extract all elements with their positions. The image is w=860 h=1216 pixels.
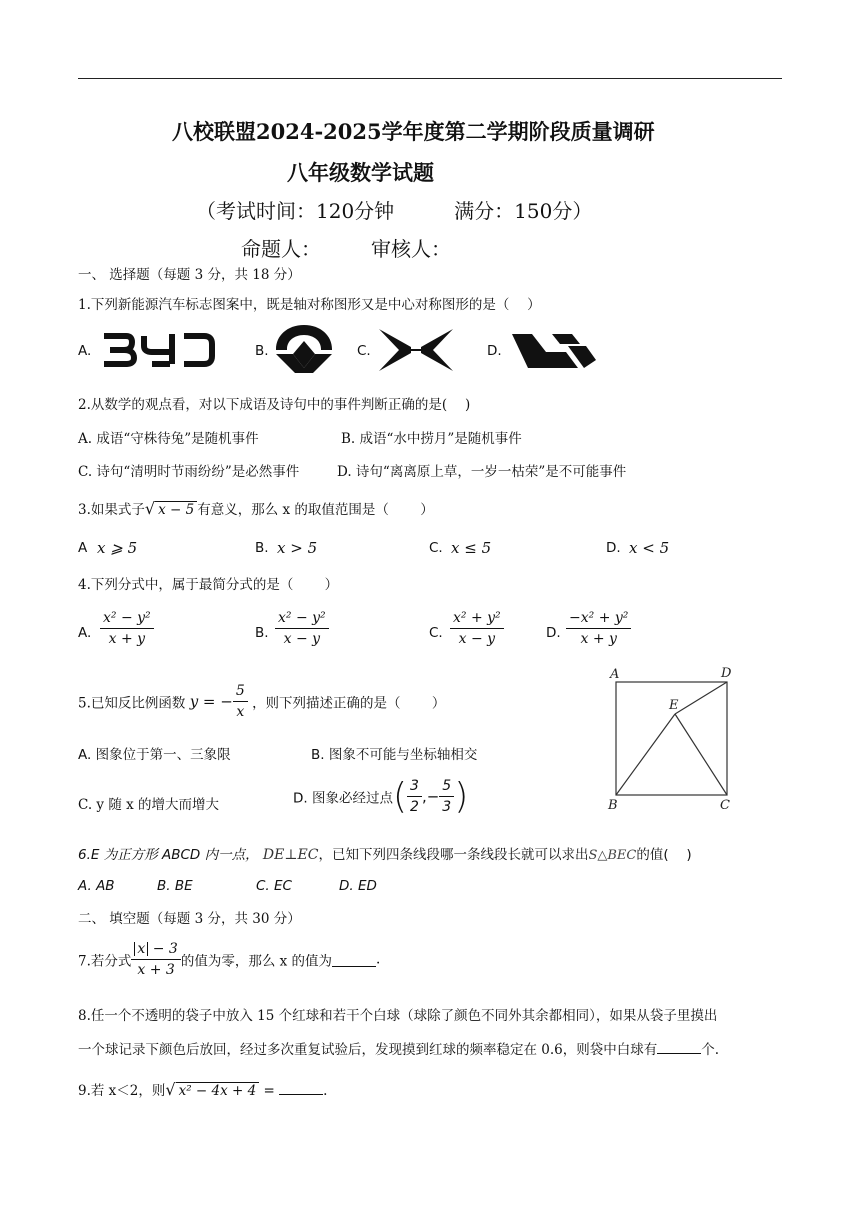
q9-radical-sign: √: [165, 1080, 176, 1099]
q4-fraction-b: [275, 610, 329, 647]
q5-point-y-den: 3: [442, 799, 452, 815]
q8-answer-blank[interactable]: [657, 1039, 701, 1054]
q9-eq: =: [259, 1083, 280, 1099]
q2-stem: 2.从数学的观点看，对以下成语及诗句中的事件判断正确的是( ): [78, 397, 471, 413]
q3-stem-pre: 3.如果式子: [78, 502, 145, 518]
q6-stem: [78, 843, 692, 863]
q5-point-y-num: 5: [439, 778, 454, 797]
q9-pre: 9.若 x＜2，则: [78, 1083, 166, 1099]
q6-option-c: C. EC: [256, 878, 292, 894]
q4-label-d: D.: [546, 625, 561, 641]
exam-subtitle: 八年级数学试题: [287, 160, 434, 185]
q5-point-x-den: 2: [410, 799, 419, 815]
section2-heading: 二、 填空题（每题 3 分，共 30 分）: [78, 911, 301, 927]
q4-label-a: A.: [78, 625, 92, 641]
q1-label-a: A.: [78, 343, 92, 359]
q5-option-d-pre: D. 图象必经过点: [293, 790, 393, 807]
q3-expr-b: x > 5: [277, 539, 318, 557]
q9-radicand: x² − 4x + 4: [176, 1082, 260, 1099]
q4-fraction-d: [566, 610, 631, 647]
q5-stem: [78, 683, 445, 720]
lixiang-logo-icon: [508, 332, 598, 370]
q3-expr-a: x ⩾ 5: [97, 539, 138, 557]
q3-expr-c: x ≤ 5: [451, 539, 492, 557]
q5-option-a: A. 图象位于第一、三象限: [78, 747, 231, 763]
q8-line1: 8.任一个不透明的袋子中放入 15 个红球和若干个白球（球除了颜色不同外其余都相同），如果从袋子里摸出: [78, 1008, 718, 1024]
q7-denominator: x + 3: [137, 962, 175, 978]
q1-label-b: B.: [255, 343, 269, 359]
q4-num-a: x² − y²: [100, 610, 154, 629]
segment-ec: [675, 714, 727, 795]
q7-fraction: [131, 941, 180, 978]
q4-label-b: B.: [255, 625, 269, 641]
q5-option-c: C. y 随 x 的增大而增大: [78, 797, 220, 813]
top-rule: [78, 78, 782, 79]
q4-stem: 4.下列分式中，属于最简分式的是（ ）: [78, 577, 339, 593]
q2-option-b: B. 成语“水中捞月”是随机事件: [341, 431, 522, 447]
q5-point-x: [407, 778, 422, 815]
segment-ed: [675, 682, 727, 714]
exam-title: 八校联盟2024-2025学年度第二学期阶段质量调研: [172, 119, 655, 144]
vertex-c-label: C: [720, 798, 730, 813]
q5-paren-left: (: [392, 776, 408, 817]
q4-fraction-c: [450, 610, 504, 647]
q2-option-d: D. 诗句“离离原上草，一岁一枯荣”是不可能事件: [337, 464, 627, 480]
q1-label-c: C.: [357, 343, 371, 359]
q1-stem: 1.下列新能源汽车标志图案中，既是轴对称图形又是中心对称图形的是（ ）: [78, 297, 541, 313]
q5-stem-pre: 5.已知反比例函数: [78, 695, 186, 712]
q7-answer-blank[interactable]: [332, 952, 376, 967]
q7-num-rest: − 3: [148, 941, 178, 957]
q5-paren-right: ): [454, 776, 469, 817]
q5-stem-post: ，则下列描述正确的是（ ）: [252, 695, 446, 712]
q4-den-c: x − y: [458, 631, 496, 647]
q6-option-a: A. AB: [78, 878, 115, 894]
q9-stem: [78, 1079, 327, 1099]
q9-answer-blank[interactable]: [279, 1080, 323, 1095]
vertex-a-label: A: [610, 667, 620, 682]
q1-label-d: D.: [487, 343, 502, 359]
q6-option-d: D. ED: [339, 878, 377, 894]
q8-line2-text: 一个球记录下颜色后放回，经过多次重复试验后，发现摸到红球的频率稳定在 0.6，则袋中白球有: [78, 1042, 658, 1058]
q3-radical-sign: √: [144, 499, 156, 518]
q2-option-a: A. 成语“守株待兔”是随机事件: [78, 431, 259, 447]
q5-option-d: [293, 776, 468, 817]
q5-point-y: [439, 778, 454, 815]
q4-label-c: C.: [429, 625, 443, 641]
q3-label-b: B.: [255, 540, 269, 556]
segment-be: [616, 714, 675, 795]
q4-fraction-a: [100, 610, 154, 647]
q3-stem: [78, 498, 434, 518]
q8-end: 个.: [701, 1042, 720, 1058]
q5-func-den: x: [236, 704, 245, 720]
q6-stem-pre: 6.E 为正方形 ABCD 内一点，: [78, 847, 259, 863]
q5-option-b: B. 图象不可能与坐标轴相交: [311, 747, 478, 763]
vertex-e-label: E: [669, 698, 679, 713]
square-figure: [604, 664, 740, 814]
q7-abs-x: x: [134, 942, 148, 956]
q7-post: 的值为零，那么 x 的值为: [180, 953, 333, 970]
q5-point-sep: ,−: [421, 787, 440, 806]
nio-logo-icon: [273, 323, 335, 375]
q5-func-lhs: y = −: [189, 692, 233, 711]
q5-func-num: 5: [233, 683, 248, 702]
byd-logo-icon: [100, 330, 218, 370]
q6-stem-post: 的值( ): [636, 847, 692, 863]
q7-stem: [78, 941, 380, 978]
exam-authors: 命题人： 审核人：: [241, 237, 451, 261]
q4-den-b: x − y: [283, 631, 321, 647]
q4-den-d: x + y: [580, 631, 617, 647]
q7-end: .: [376, 951, 381, 968]
q4-num-b: x² − y²: [275, 610, 329, 629]
q6-option-b: B. BE: [157, 878, 193, 894]
q3-radicand: x − 5: [155, 501, 197, 518]
exam-info: （考试时间：120分钟 满分：150分）: [196, 199, 593, 223]
q6-condition: DE⊥EC: [262, 847, 319, 863]
q3-label-c: C.: [429, 540, 443, 556]
q7-numerator: [131, 941, 180, 960]
xpeng-logo-icon: [377, 327, 455, 373]
q3-label-a: A: [78, 540, 88, 556]
vertex-b-label: B: [608, 798, 618, 813]
q8-line2: [78, 1038, 719, 1058]
q3-expr-d: x < 5: [629, 539, 670, 557]
q4-num-d: −x² + y²: [566, 610, 631, 629]
q4-den-a: x + y: [108, 631, 146, 647]
q6-stem-mid: ，已知下列四条线段哪一条线段长就可以求出: [318, 847, 589, 863]
q9-end: .: [323, 1083, 328, 1099]
vertex-d-label: D: [721, 666, 732, 681]
q3-stem-post: 有意义，那么 x 的取值范围是（ ）: [197, 502, 434, 518]
q4-num-c: x² + y²: [450, 610, 504, 629]
section1-heading: 一、 选择题（每题 3 分，共 18 分）: [78, 267, 301, 283]
q3-label-d: D.: [606, 540, 621, 556]
q5-func-fraction: [233, 683, 248, 720]
q5-point-x-num: 3: [407, 778, 422, 797]
q6-area: S△BEC: [588, 848, 637, 863]
q7-pre: 7.若分式: [78, 953, 132, 970]
q2-option-c: C. 诗句“清明时节雨纷纷”是必然事件: [78, 464, 300, 480]
